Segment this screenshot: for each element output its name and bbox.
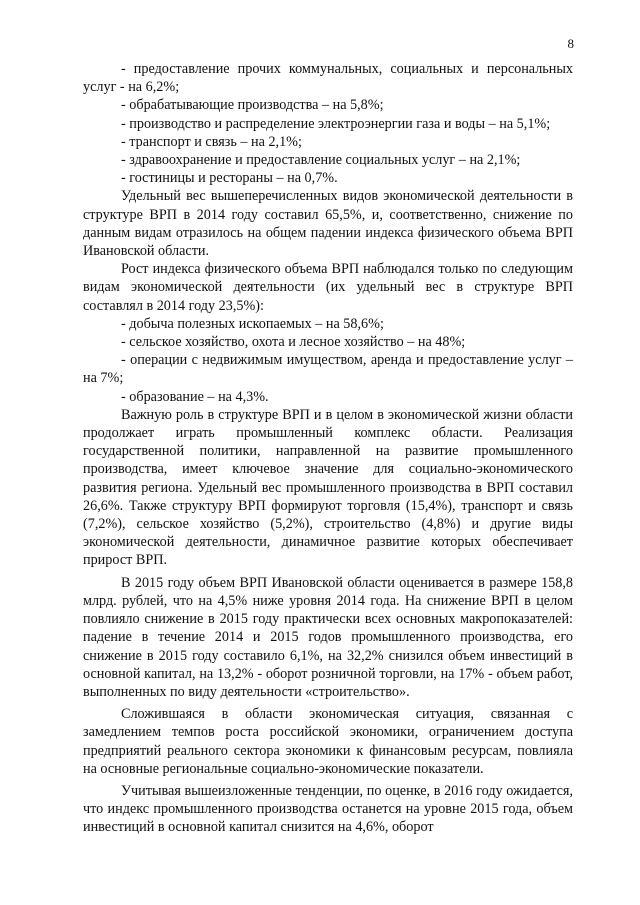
- list-item-manufacturing: - обрабатывающие производства – на 5,8%;: [121, 97, 384, 114]
- paragraph-growth-intro: Рост индекса физического объема ВРП наблюдался только по следующим видам экономической деятельности (их удельный вес в структуре ВРП составлял в 2014 году 23,5%):: [83, 261, 573, 314]
- list-item-electricity-gas-water: - производство и распределение электроэнергии газа и воды – на 5,1%;: [121, 115, 551, 132]
- page-number: 8: [567, 36, 574, 51]
- document-body: [83, 60, 573, 837]
- list-item-healthcare: - здравоохранение и предоставление социальных услуг – на 2,1%;: [121, 152, 521, 169]
- paragraph-2016-forecast: Учитывая вышеизложенные тенденции, по оценке, в 2016 году ожидается, что индекс промышленного производства останется на уровне 2015 года, объем инвестиций в основной капитал снизится на 4,6%, оборот: [83, 782, 573, 836]
- list-item-communal-services: - предоставление прочих коммунальных, социальных и персональных услуг - на 6,2%;: [83, 61, 573, 96]
- list-item-transport-communication: - транспорт и связь – на 2,1%;: [121, 133, 302, 150]
- list-item-hotels-restaurants: - гостиницы и рестораны – на 0,7%.: [121, 170, 338, 187]
- list-item-mining: - добыча полезных ископаемых – на 58,6%;: [121, 315, 384, 332]
- paragraph-2015-grp: В 2015 году объем ВРП Ивановской области оценивается в размере 158,8 млрд. рублей, что на 4,5% ниже уровня 2014 года. На снижение ВРП в целом повлияло снижение в 2015 году практически всех основных макропоказателей: падение в течение 2014 и 2015 годов промышленного производства, его снижение в 2015 году составило 6,1%, на 32,2% снизился объем инвестиций в основной капитал, на 13,2% - оборот розничной торговли, на 17% - объем работ, выполненных по виду деятельности «строительство».: [83, 574, 573, 700]
- paragraph-industrial-complex: Важную роль в структуре ВРП и в целом в экономической жизни области продолжает играть промышленный комплекс области. Реализация государственной политики, направленной на развитие промышленного производства, имеет ключевое значение для социально-экономического развития региона. Удельный вес промышленного производства в ВРП составил 26,6%. Также структуру ВРП формируют торговля (15,4%), транспорт и связь (7,2%), сельское хозяйство (5,2%), строительство (4,8%) и другие виды экономической деятельности, динамичное развитие которых обеспечивает прирост ВРП.: [83, 406, 573, 569]
- paragraph-economic-situation: Сложившаяся в области экономическая ситуация, связанная с замедлением темпов роста российской экономики, ограничением доступа предприятий реального сектора экономики к финансовым ресурсам, повлияла на основные региональные социально-экономические показатели.: [83, 706, 573, 777]
- list-item-real-estate: - операции с недвижимым имуществом, аренда и предоставление услуг – на 7%;: [83, 352, 573, 387]
- list-item-education: - образование – на 4,3%.: [121, 388, 269, 405]
- paragraph-share-summary: Удельный вес вышеперечисленных видов экономической деятельности в структуре ВРП в 2014 году составил 65,5%, и, соответственно, снижение по данным видам отразилось на общем падении индекса физического объема ВРП Ивановской области.: [83, 188, 573, 260]
- list-item-agriculture: - сельское хозяйство, охота и лесное хозяйство – на 48%;: [121, 334, 466, 351]
